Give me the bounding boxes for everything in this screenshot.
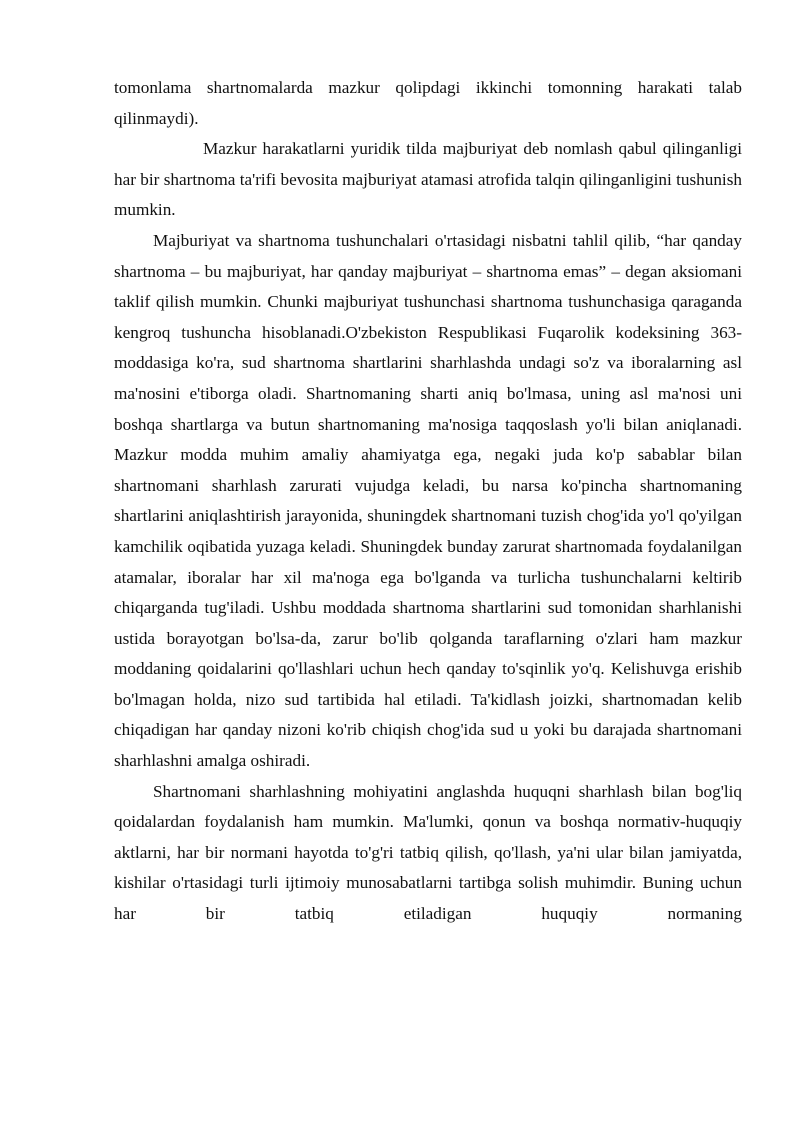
document-page — [114, 73, 742, 930]
paragraph-obligation-contract: Majburiyat va shartnoma tushunchalari o'rtasidagi nisbatni tahlil qilib, “har qanday shartnoma – bu majburiyat, har qanday majburiyat – shartnoma emas” – degan aksiomani taklif qilish mumkin. Chunki majburiyat tushunchasi shartnoma tushunchasiga qaraganda kengroq tushuncha hisoblanadi.O'zbekiston Respublikasi Fuqarolik kodeksining 363-moddasiga ko'ra, sud shartnoma shartlarini sharhlashda undagi so'z va iboralarning asl ma'nosini e'tiborga oladi. Shartnomaning sharti aniq bo'lmasa, uning asl ma'nosi uni boshqa shartlarga va butun shartnomaning ma'nosiga taqqoslash yo'li bilan aniqlanadi. Mazkur modda muhim amaliy ahamiyatga ega, negaki juda ko'p sabablar bilan shartnomani sharhlash zarurati vujudga keladi, bu narsa ko'pincha shartnomaning shartlarini aniqlashtirish jarayonida, shuningdek shartnomani tuzish chog'ida yo'l qo'yilgan kamchilik oqibatida yuzaga keladi. Shuningdek bunday zarurat shartnomada foydalanilgan atamalar, iboralar har xil ma'noga ega bo'lganda va turlicha tushunchalarni keltirib chiqarganda tug'iladi. Ushbu moddada shartnoma shartlarini sud tomonidan sharhlanishi ustida borayotgan bo'lsa-da, zarur bo'lib qolganda taraflarning o'zlari ham mazkur moddaning qoidalarini qo'llashlari uchun hech qanday to'sqinlik yo'q. Kelishuvga erishib bo'lmagan holda, nizo sud tartibida hal etiladi. Ta'kidlash joizki, shartnomadan kelib chiqadigan har qanday nizoni ko'rib chiqish chog'ida sud u yoki bu darajada shartnomani sharhlashni amalga oshiradi. — [114, 230, 742, 771]
paragraph-interpretation: Shartnomani sharhlashning mohiyatini anglashda huquqni sharhlash bilan bog'liq qoidalardan foydalanish ham mumkin. Ma'lumki, qonun va boshqa normativ-huquqiy aktlarni, har bir normani hayotda to'g'ri tatbiq qilish, qo'llash, ya'ni ular bilan jamiyatda, kishilar o'rtasidagi turli ijtimoiy munosabatlarni tartibga solish muhimdir. Buning uchun har bir tatbiq etiladigan huquqiy normaning — [114, 781, 742, 924]
paragraph-continuation: tomonlama shartnomalarda mazkur qolipdagi ikkinchi tomonning harakati talab qilinmaydi). — [114, 78, 742, 128]
paragraph-obligation-naming: Mazkur harakatlarni yuridik tilda majburiyat deb nomlash qabul qilinganligi har bir shartnoma ta'rifi bevosita majburiyat atamasi atrofida talqin qilinganligini tushunish mumkin. — [114, 139, 742, 220]
